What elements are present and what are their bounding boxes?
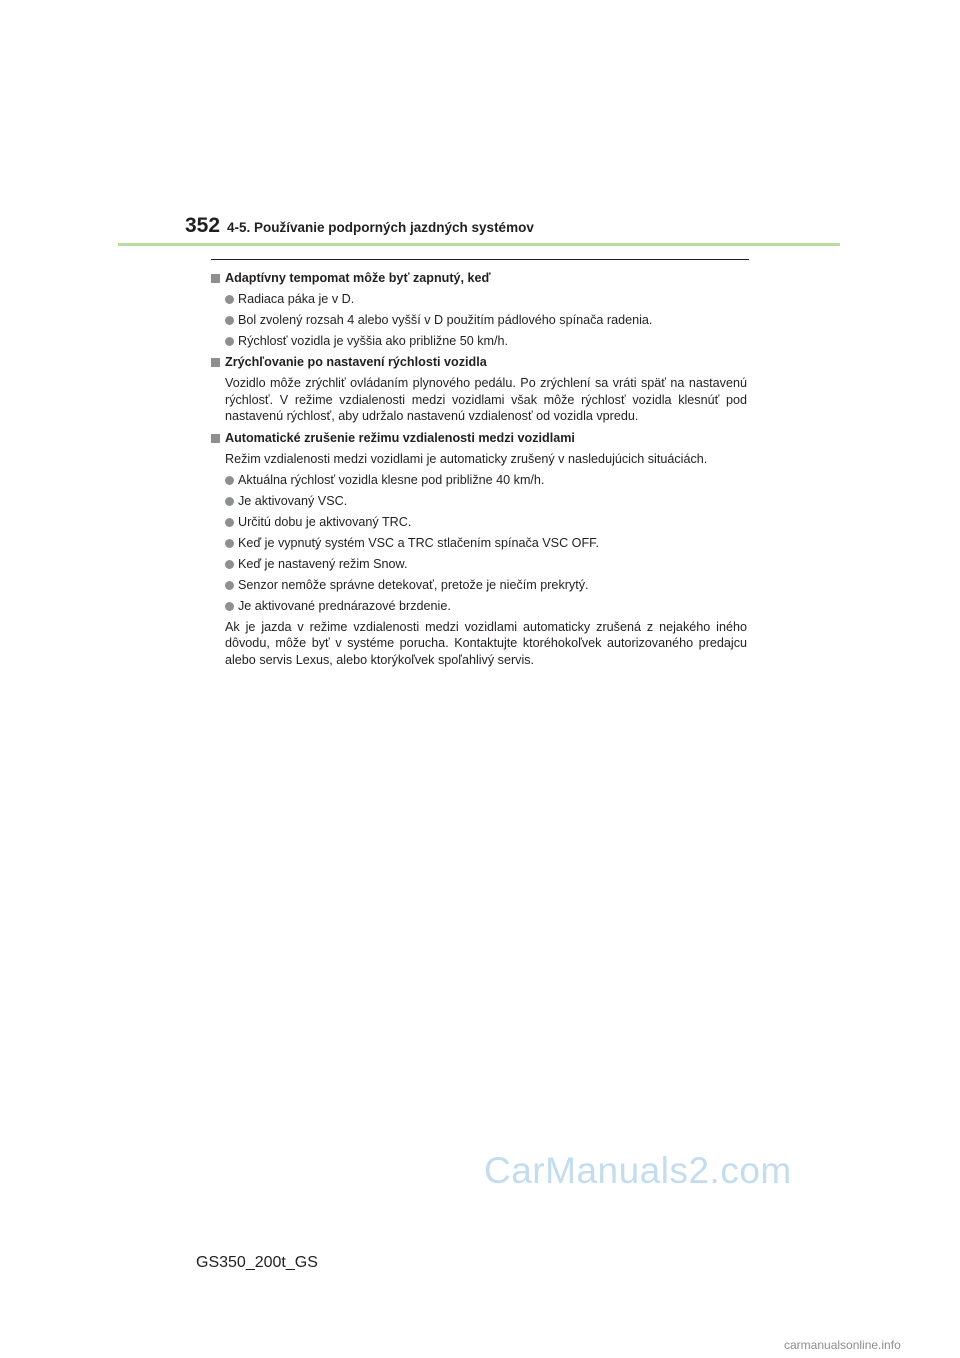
paragraph: Režim vzdialenosti medzi vozidlami je automaticky zrušený v nasledujúcich situáciách.	[225, 451, 708, 466]
list-item	[211, 596, 747, 617]
square-bullet-icon	[211, 274, 220, 283]
square-bullet-icon	[211, 434, 220, 443]
list-item	[211, 470, 747, 491]
footer-site-link[interactable]: carmanualsonline.info	[784, 1338, 901, 1352]
list-item	[211, 575, 747, 596]
section-title: 4-5. Používanie podporných jazdných systémov	[227, 220, 534, 235]
round-bullet-icon	[225, 337, 234, 346]
list-item-text: Je aktivované prednárazové brzdenie.	[238, 598, 451, 613]
list-item	[211, 331, 747, 352]
list-item-text: Aktuálna rýchlosť vozidla klesne pod približne 40 km/h.	[238, 472, 545, 487]
round-bullet-icon	[225, 476, 234, 485]
list-item-text: Senzor nemôže správne detekovať, pretože je niečím prekrytý.	[238, 577, 589, 592]
watermark-logo: CarManuals2.com	[484, 1150, 792, 1191]
list-item-text: Keď je nastavený režim Snow.	[238, 556, 408, 571]
heading-text: Adaptívny tempomat môže byť zapnutý, keď	[225, 271, 491, 285]
content-body	[211, 268, 747, 671]
list-item-text: Určitú dobu je aktivovaný TRC.	[238, 514, 412, 529]
round-bullet-icon	[225, 518, 234, 527]
square-bullet-icon	[211, 358, 220, 367]
round-bullet-icon	[225, 539, 234, 548]
paragraph: Vozidlo môže zrýchliť ovládaním plynového pedálu. Po zrýchlení sa vráti späť na nastavenú rýchlosť. V režime vzdialenosti medzi vozidlami však môže rýchlosť vozidla klesnúť pod nastavenú rýchlosť, aby udržalo nastavenú vzdialenosť od vozidla vpredu.	[225, 376, 747, 423]
list-item-text: Bol zvolený rozsah 4 alebo vyšší v D použitím pádlového spínača radenia.	[238, 313, 653, 327]
list-item-text: Rýchlosť vozidla je vyššia ako približne 50 km/h.	[238, 334, 509, 348]
model-code: GS350_200t_GS	[196, 1254, 318, 1271]
paragraph: Ak je jazda v režime vzdialenosti medzi vozidlami automaticky zrušená z nejakého iného dôvodu, môže byť v systéme porucha. Kontaktujte ktoréhokoľvek autorizovaného predajcu alebo servis Lexus, alebo ktorýkoľvek spoľahlivý servis.	[225, 619, 747, 667]
list-item	[211, 289, 747, 310]
round-bullet-icon	[225, 497, 234, 506]
list-item	[211, 533, 747, 554]
list-item	[211, 554, 747, 575]
list-item-text: Je aktivovaný VSC.	[238, 493, 348, 508]
header-divider	[118, 243, 840, 246]
content-divider	[211, 259, 749, 260]
heading-text: Automatické zrušenie režimu vzdialenosti medzi vozidlami	[225, 430, 575, 445]
heading-text: Zrýchľovanie po nastavení rýchlosti vozidla	[225, 355, 487, 369]
round-bullet-icon	[225, 581, 234, 590]
page-number: 352	[185, 214, 221, 237]
round-bullet-icon	[225, 316, 234, 325]
page-header	[185, 214, 534, 244]
round-bullet-icon	[225, 295, 234, 304]
list-item	[211, 491, 747, 512]
list-item-text: Radiaca páka je v D.	[238, 292, 355, 306]
list-item	[211, 310, 747, 331]
section-heading	[211, 268, 747, 289]
round-bullet-icon	[225, 602, 234, 611]
section-heading	[211, 352, 747, 373]
round-bullet-icon	[225, 560, 234, 569]
list-item-text: Keď je vypnutý systém VSC a TRC stlačením spínača VSC OFF.	[238, 535, 599, 550]
list-item	[211, 512, 747, 533]
section-heading	[211, 428, 747, 449]
